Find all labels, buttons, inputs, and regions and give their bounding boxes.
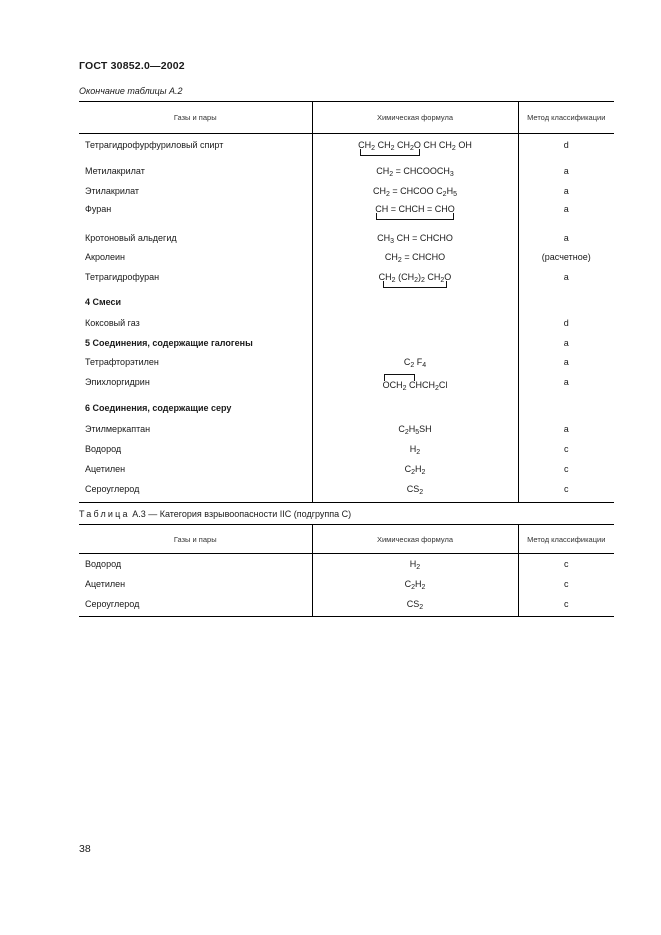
gas-name: Эпихлоргидрин: [85, 376, 150, 387]
chemical-formula: $OCH_2$ $CHCH_2Cl$: [312, 374, 518, 401]
table-header-row: [79, 102, 614, 134]
column-header-method: Метод классификации: [518, 525, 614, 554]
table-row: [79, 481, 614, 503]
gas-name: Фуран: [85, 203, 112, 214]
column-header-method: Метод классификации: [518, 102, 614, 134]
table-row: [79, 181, 614, 201]
gas-name: Сероуглерод: [79, 596, 312, 617]
gas-name: Ацетилен: [85, 463, 126, 474]
table-row: [79, 229, 614, 249]
gas-name: Метилакрилат: [85, 165, 145, 176]
table-row: [79, 315, 614, 335]
classification-method: d: [518, 315, 614, 335]
gas-name: Тетрагидрофуран: [85, 271, 160, 282]
classification-method: a: [518, 201, 614, 229]
classification-method: a: [518, 269, 614, 294]
table-row: [79, 134, 614, 159]
chemical-formula: $CH_2$ $(CH_2)_2$ $CH_2O$: [312, 269, 518, 294]
chemical-formula: $CH_2$ = $CHCOOCH_3$: [312, 159, 518, 181]
table-row: [79, 554, 614, 576]
chemical-formula: $CH_2$ = CHCHO: [312, 249, 518, 269]
classification-method: a: [518, 181, 614, 201]
classification-method: a: [518, 421, 614, 441]
gas-name: Водород: [85, 443, 122, 454]
table-row: [79, 576, 614, 596]
table-row: [79, 159, 614, 181]
classification-method: c: [518, 441, 614, 461]
chemical-formula: $H_2$: [312, 554, 518, 576]
table-row: [79, 596, 614, 617]
table-row: [79, 269, 614, 294]
gas-name: Сероуглерод: [79, 481, 312, 503]
classification-method: a: [518, 374, 614, 401]
chemical-formula: $C_2H_2$: [312, 461, 518, 481]
table-a3: [79, 524, 614, 617]
classification-method: (расчетное): [518, 249, 614, 269]
table-row: [79, 335, 614, 354]
classification-method: a: [518, 159, 614, 181]
column-header-formula: Химическая формула: [312, 102, 518, 134]
classification-method: c: [518, 576, 614, 596]
gas-name: Водород: [85, 559, 122, 569]
column-header-gas: Газы и пары: [79, 102, 312, 134]
classification-method: [518, 294, 614, 315]
chemical-formula: [312, 401, 518, 421]
standard-header: ГОСТ 30852.0—2002: [79, 60, 185, 72]
table-row: [79, 401, 614, 421]
table-a3-caption: Таблица А.3 — Категория взрывоопасности IIC (подгруппа C): [79, 509, 352, 519]
chemical-formula: $CS_2$: [312, 481, 518, 503]
gas-name: Коксовый газ: [85, 317, 140, 328]
classification-method: a: [518, 229, 614, 249]
table-row: [79, 249, 614, 269]
column-header-formula: Химическая формула: [312, 525, 518, 554]
table-row: [79, 374, 614, 401]
chemical-formula: $C_2H_5SH$: [312, 421, 518, 441]
classification-method: c: [518, 481, 614, 503]
table-row: [79, 201, 614, 229]
classification-method: c: [518, 596, 614, 617]
gas-name: Ацетилен: [85, 578, 126, 589]
column-header-gas: Газы и пары: [79, 525, 312, 554]
table-row: [79, 354, 614, 374]
section-heading: 4 Смеси: [85, 296, 122, 307]
section-heading: 5 Соединения, содержащие галогены: [85, 337, 253, 348]
classification-method: c: [518, 554, 614, 576]
chemical-formula: [312, 315, 518, 335]
chemical-formula: $H_2$: [312, 441, 518, 461]
chemical-formula: $CH_2$ = CHCOO $C_2H_5$: [312, 181, 518, 201]
chemical-formula: $CS_2$: [312, 596, 518, 617]
chemical-formula: $CH_3$ CH = CHCHO: [312, 229, 518, 249]
chemical-formula: [312, 294, 518, 315]
table-caption: Окончание таблицы А.2: [79, 86, 183, 96]
chemical-formula: $CH_2$ $CH_2$ $CH_2O$ CH $CH_2$ OH: [312, 134, 518, 159]
chemical-formula: $C_2H_2$: [312, 576, 518, 596]
classification-method: c: [518, 461, 614, 481]
section-heading: 6 Соединения, содержащие серу: [85, 402, 232, 413]
classification-method: a: [518, 335, 614, 354]
table-header-row: [79, 525, 614, 554]
classification-method: a: [518, 354, 614, 374]
gas-name: Кротоновый альдегид: [85, 232, 177, 243]
gas-name: Акролеин: [85, 251, 126, 262]
classification-method: [518, 401, 614, 421]
chemical-formula: CH = CHCH = CHO: [312, 201, 518, 229]
table-row: [79, 461, 614, 481]
table-a2-continuation: [79, 101, 614, 503]
table-row: [79, 441, 614, 461]
gas-name: Тетрафторэтилен: [85, 356, 159, 367]
gas-name: Этилакрилат: [85, 185, 140, 196]
gas-name: Тетрагидрофурфуриловый спирт: [85, 140, 224, 150]
table-row: [79, 294, 614, 315]
page-number: 38: [79, 843, 91, 855]
chemical-formula: $C_2$ $F_4$: [312, 354, 518, 374]
table-row: [79, 421, 614, 441]
classification-method: d: [518, 134, 614, 159]
gas-name: Этилмеркаптан: [85, 423, 151, 434]
chemical-formula: [312, 335, 518, 354]
